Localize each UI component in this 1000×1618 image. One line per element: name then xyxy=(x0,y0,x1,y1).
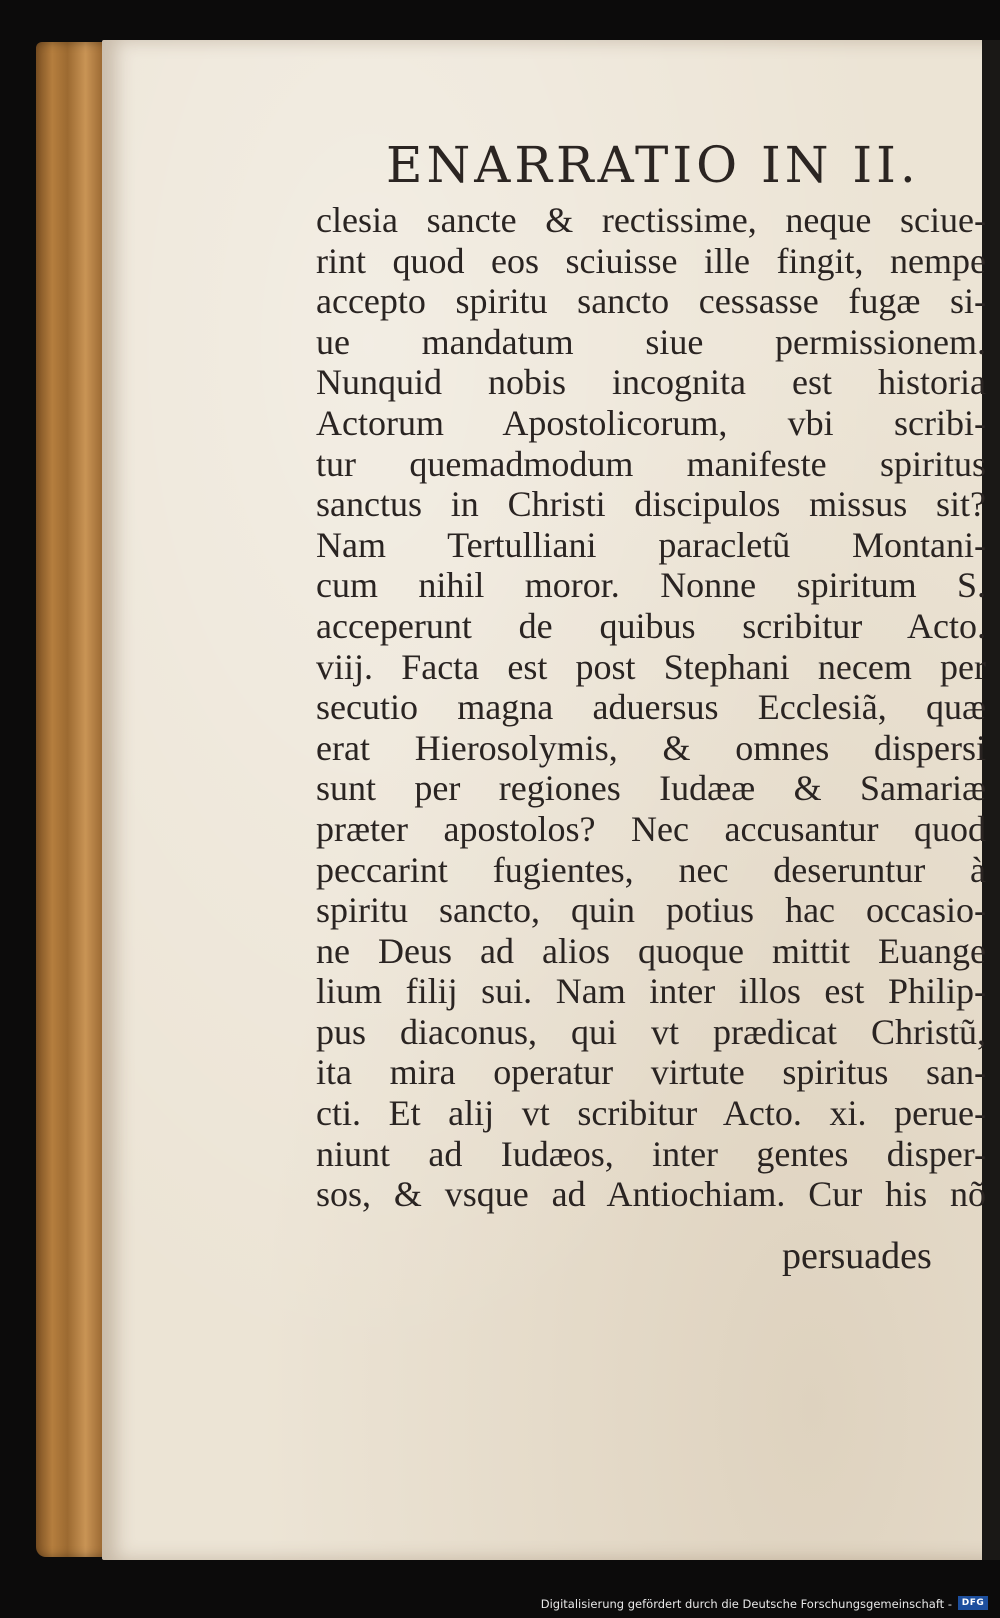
body-text xyxy=(316,200,986,1215)
footer-credit: Digitalisierung gefördert durch die Deutsche Forschungsgemeinschaft - xyxy=(540,1597,952,1611)
text-line: pus diaconus, qui vt prædicat Christũ, xyxy=(316,1011,986,1052)
text-line: sanctus in Christi discipulos missus sit? xyxy=(316,484,986,525)
text-line: accepto spiritu sancto cessasse fugæ si- xyxy=(316,281,986,322)
text-line: ita mira operatur virtute spiritus san- xyxy=(316,1052,986,1093)
text-line: Nunquid nobis incognita est historia xyxy=(316,362,986,403)
dfg-logo: DFG xyxy=(958,1596,988,1610)
text-line: erat Hierosolymis, & omnes dispersi xyxy=(316,727,986,768)
text-line: ne Deus ad alios quoque mittit Euange xyxy=(316,930,986,971)
text-line: Nam Tertulliani paracletũ Montani- xyxy=(316,524,986,565)
text-line: lium filij sui. Nam inter illos est Philip- xyxy=(316,971,986,1012)
text-line: ue mandatum siue permissionem. xyxy=(316,321,986,362)
text-line: peccarint fugientes, nec deseruntur à xyxy=(316,849,986,890)
text-line: clesia sancte & rectissime, neque sciue- xyxy=(316,200,986,240)
text-line: viij. Facta est post Stephani necem per xyxy=(316,646,986,687)
text-line: acceperunt de quibus scribitur Acto. xyxy=(316,605,986,646)
text-line: niunt ad Iudæos, inter gentes disper- xyxy=(316,1133,986,1174)
text-line: præter apostolos? Nec accusantur quod xyxy=(316,808,986,849)
text-line: secutio magna aduersus Ecclesiã, quæ xyxy=(316,687,986,728)
text-line: spiritu sancto, quin potius hac occasio- xyxy=(316,890,986,931)
text-line: Actorum Apostolicorum, vbi scribi- xyxy=(316,402,986,443)
text-line: sos, & vsque ad Antiochiam. Cur his nõ xyxy=(316,1174,986,1215)
text-line: rint quod eos sciuisse ille fingit, nempe xyxy=(316,240,986,281)
catchword: persuades xyxy=(782,1235,932,1277)
text-line: cum nihil moror. Nonne spiritum S. xyxy=(316,565,986,606)
text-line: cti. Et alij vt scribitur Acto. xi. perue- xyxy=(316,1093,986,1134)
text-line: tur quemadmodum manifeste spiritus xyxy=(316,443,986,484)
text-line: sunt per regiones Iudææ & Samariæ xyxy=(316,768,986,809)
running-head: ENARRATIO IN II. xyxy=(386,136,920,194)
